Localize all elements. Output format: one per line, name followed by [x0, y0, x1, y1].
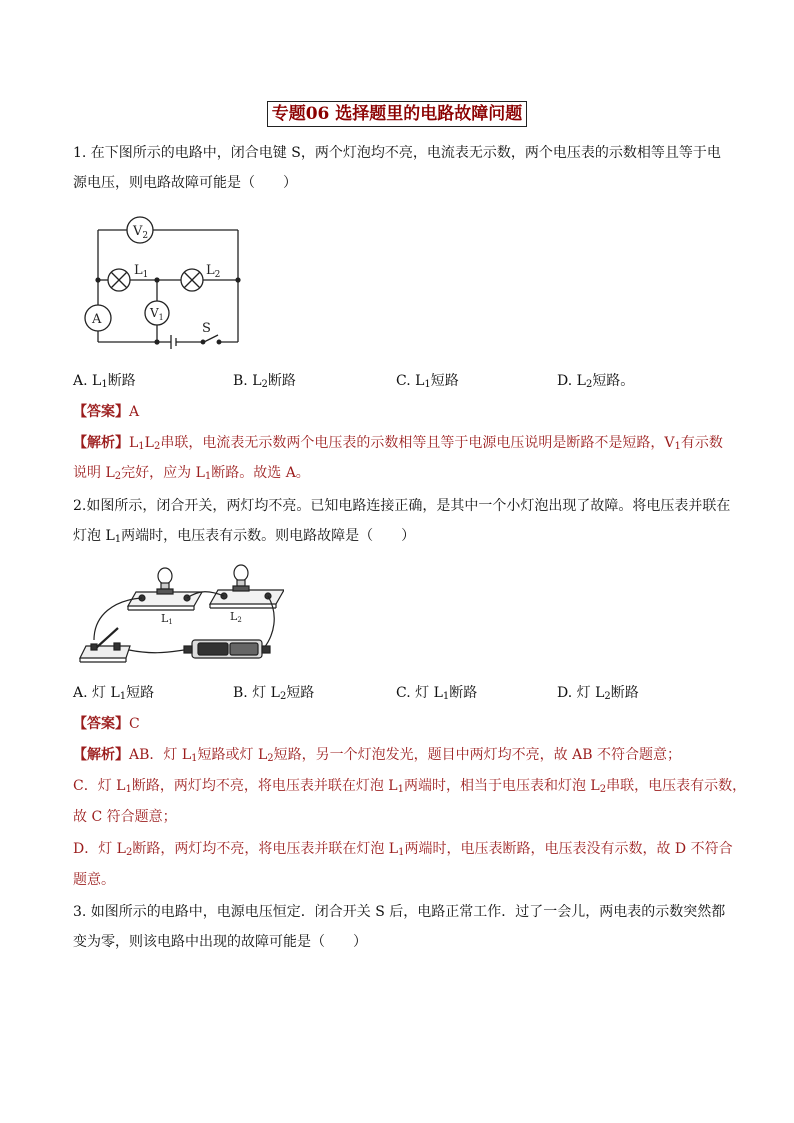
- q1-option-b[interactable]: B. $L_2$断路: [233, 373, 296, 390]
- q2-option-b[interactable]: B. 灯 $L_2$短路: [233, 685, 315, 702]
- q2-analysis-line5: 题意。: [73, 872, 115, 888]
- q1-circuit-diagram: [75, 208, 275, 358]
- q3-stem-line1: 3. 如图所示的电路中，电源电压恒定．闭合开关 S 后，电路正常工作．过了一会儿，两电表的示数突然都: [73, 904, 726, 920]
- svg-text:V1: $V_1$: [150, 306, 164, 322]
- q2-analysis-line2: C．灯 $L_1$断路，两灯均不亮，将电压表并联在灯泡 $L_1$两端时，相当于电压表和灯泡 $L_2$串联，电压表有示数，: [73, 778, 747, 795]
- q2-analysis-line3: 故 C 符合题意；: [73, 809, 177, 825]
- svg-text:L1: $L_1$: [134, 263, 149, 280]
- q1-option-c[interactable]: C. $L_1$短路: [396, 373, 459, 390]
- q2-stem-line1: 2.如图所示，闭合开关，两灯均不亮。已知电路连接正确，是其中一个小灯泡出现了故障。将电压表并联在: [73, 498, 731, 514]
- svg-text:L2: $L_2$: [206, 263, 221, 280]
- q1-option-d[interactable]: D. $L_2$短路。: [557, 373, 635, 390]
- q1-stem-line2: 源电压，则电路故障可能是（ ）: [73, 175, 297, 191]
- q2-stem-line2: 灯泡 $L_1$两端时，电压表有示数。则电路故障是（ ）: [73, 528, 416, 545]
- q2-circuit-picture: [74, 560, 284, 670]
- q2-analysis-line4: D．灯 $L_2$断路，两灯均不亮，将电压表并联在灯泡 $L_1$两端时，电压表断路，电压表没有示数，故 D 不符合: [73, 841, 733, 858]
- svg-text:L2: L2: [230, 610, 242, 624]
- svg-text:L1: L1: [161, 612, 173, 626]
- q2-option-c[interactable]: C. 灯 $L_1$断路: [396, 685, 478, 702]
- page-title: 专题06 选择题里的电路故障问题: [267, 101, 528, 127]
- q2-option-d[interactable]: D. 灯 $L_2$断路: [557, 685, 639, 702]
- q2-answer: 【答案】C: [73, 716, 140, 732]
- q2-option-a[interactable]: A. 灯 $L_1$短路: [73, 685, 155, 702]
- q1-analysis-line1: 【解析】$L_1L_2$串联，电流表无示数两个电压表的示数相等且等于电源电压说明是断路不是短路，$V_1$有示数: [73, 435, 723, 452]
- svg-text:A: A: [92, 312, 102, 327]
- q1-option-a[interactable]: A. $L_1$断路: [73, 373, 136, 390]
- q2-analysis-line1: 【解析】AB．灯 $L_1$短路或灯 $L_2$短路，另一个灯泡发光，题目中两灯均不亮，故 AB 不符合题意；: [73, 747, 681, 764]
- q1-analysis-line2: 说明 $L_2$完好，应为 $L_1$断路。故选 A。: [73, 465, 310, 482]
- q3-stem-line2: 变为零，则该电路中出现的故障可能是（ ）: [73, 934, 367, 950]
- q1-answer: 【答案】A: [73, 404, 140, 420]
- svg-text:V2: $V_2$: [133, 224, 149, 241]
- q1-stem-line1: 1. 在下图所示的电路中，闭合电键 S，两个灯泡均不亮，电流表无示数，两个电压表的示数相等且等于电: [73, 145, 721, 161]
- svg-text:S: S: [202, 321, 211, 336]
